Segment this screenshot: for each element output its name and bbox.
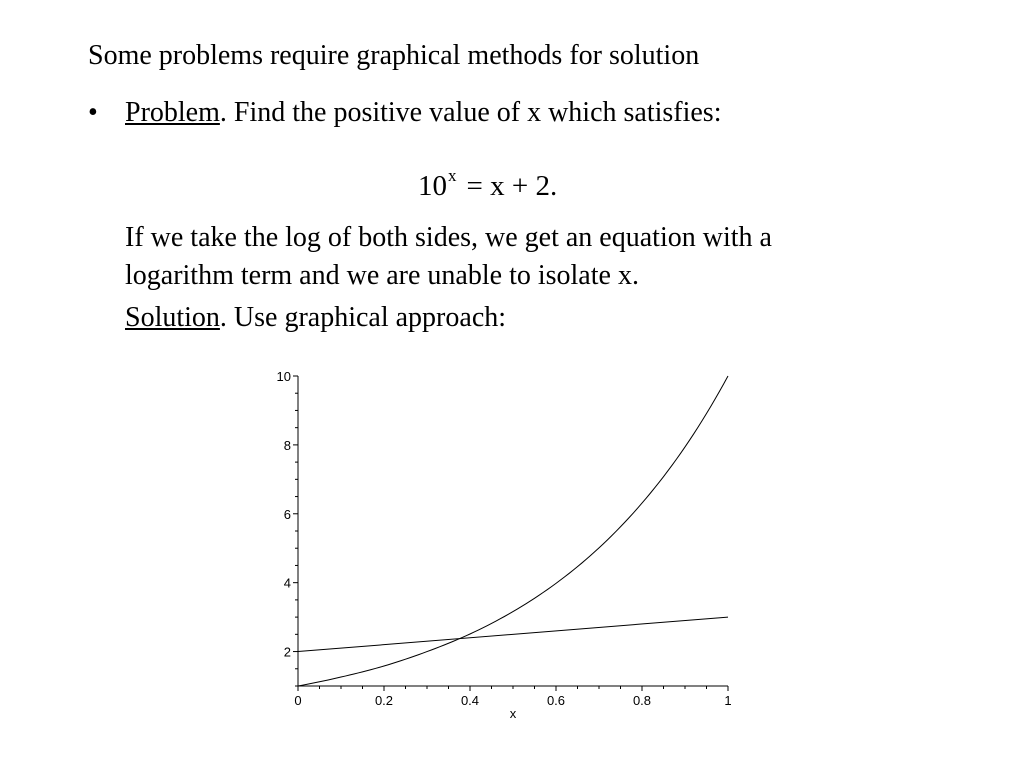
problem-bullet-line — [88, 97, 721, 129]
paragraph-line-2: logarithm term and we are unable to isolate x. — [125, 260, 639, 291]
equation — [418, 160, 557, 202]
x-tick-label: 0 — [294, 693, 302, 708]
x-tick-label: 0.6 — [546, 693, 566, 708]
x-axis-label: x — [509, 706, 517, 721]
chart-series — [298, 376, 728, 686]
problem-label: Problem — [125, 97, 220, 128]
y-tick-label: 8 — [283, 437, 291, 453]
equation-base: 10 — [418, 170, 447, 202]
series-line-1 — [298, 376, 728, 686]
bullet-marker: • — [88, 97, 98, 128]
paragraph-line-1: If we take the log of both sides, we get an equation with a — [125, 222, 772, 253]
x-tick-label: 0.8 — [632, 693, 652, 708]
y-tick-label: 4 — [283, 575, 291, 591]
solution-line — [125, 302, 506, 334]
equation-exponent: x — [448, 166, 457, 185]
solution-label: Solution — [125, 302, 220, 333]
slide-heading: Some problems require graphical methods for solution — [88, 40, 700, 71]
x-tick-label: 0.2 — [374, 693, 394, 708]
x-tick-label: 1 — [724, 693, 732, 708]
chart-axes — [277, 369, 732, 708]
solution-text: . Use graphical approach: — [219, 302, 507, 333]
graph-chart — [260, 362, 760, 722]
x-tick-label: 0.4 — [460, 693, 480, 708]
problem-text: . Find the positive value of x which satisfies: — [219, 97, 722, 128]
y-tick-label: 6 — [283, 506, 291, 522]
y-tick-label: 2 — [283, 644, 291, 660]
equation-rhs: = x + 2. — [466, 170, 558, 202]
series-line-2 — [298, 617, 728, 651]
y-tick-label: 10 — [276, 369, 291, 384]
